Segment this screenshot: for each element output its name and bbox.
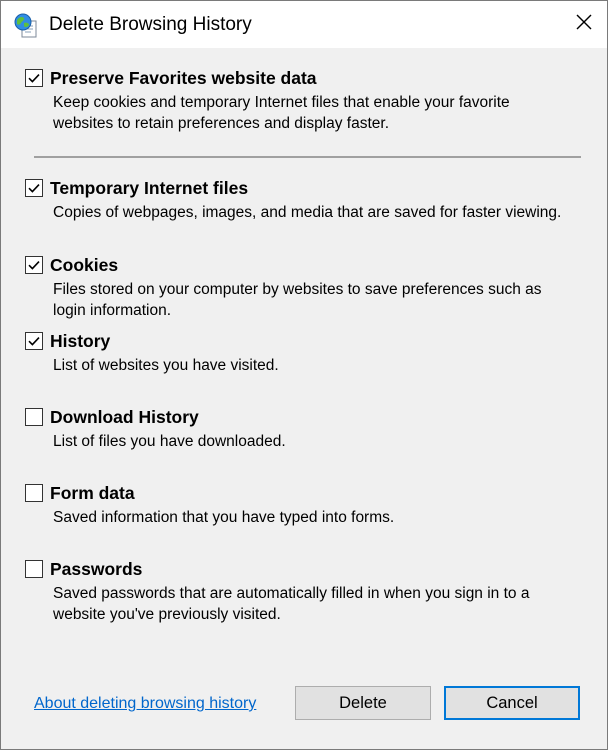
form-data-checkbox[interactable] [25, 484, 43, 502]
close-button[interactable] [561, 1, 607, 48]
cookies-checkbox[interactable] [25, 256, 43, 274]
option-download-history [25, 405, 585, 452]
option-preserve-favorites [25, 66, 585, 134]
option-passwords [25, 557, 585, 625]
option-cookies [25, 253, 585, 321]
passwords-checkbox[interactable] [25, 560, 43, 578]
ie-globe-icon [13, 12, 39, 38]
temporary-internet-files-checkbox[interactable] [25, 179, 43, 197]
option-history [25, 329, 585, 376]
history-checkbox[interactable] [25, 332, 43, 350]
passwords-description: Saved passwords that are automatically filled in when you sign in to a website you've previously visited. [53, 585, 530, 623]
history-label[interactable]: History [50, 330, 111, 351]
download-history-checkbox[interactable] [25, 408, 43, 426]
temporary-internet-files-label[interactable]: Temporary Internet files [50, 177, 249, 198]
cookies-label[interactable]: Cookies [50, 254, 119, 275]
preserve-favorites-label[interactable]: Preserve Favorites website data [50, 67, 317, 88]
dialog-title: Delete Browsing History [49, 14, 252, 35]
title-bar [1, 1, 607, 48]
preserve-favorites-checkbox[interactable] [25, 69, 43, 87]
download-history-description: List of files you have downloaded. [53, 433, 286, 450]
preserve-favorites-description: Keep cookies and temporary Internet files that enable your favorite websites to retain preferences and display faster. [53, 94, 510, 132]
history-description: List of websites you have visited. [53, 357, 279, 374]
dialog-content [1, 48, 607, 749]
download-history-label[interactable]: Download History [50, 406, 199, 427]
passwords-label[interactable]: Passwords [50, 558, 143, 579]
cookies-description: Files stored on your computer by websites to save preferences such as login information. [53, 281, 542, 319]
form-data-description: Saved information that you have typed into forms. [53, 509, 395, 526]
divider [34, 156, 581, 158]
about-deleting-history-link[interactable]: About deleting browsing history [34, 695, 257, 712]
form-data-label[interactable]: Form data [50, 482, 135, 503]
cancel-button[interactable]: Cancel [444, 686, 580, 720]
delete-button[interactable]: Delete [295, 686, 431, 720]
temporary-internet-files-description: Copies of webpages, images, and media that are saved for faster viewing. [53, 204, 562, 221]
option-form-data [25, 481, 585, 528]
close-icon [576, 14, 592, 35]
option-temporary-internet-files [25, 176, 585, 223]
